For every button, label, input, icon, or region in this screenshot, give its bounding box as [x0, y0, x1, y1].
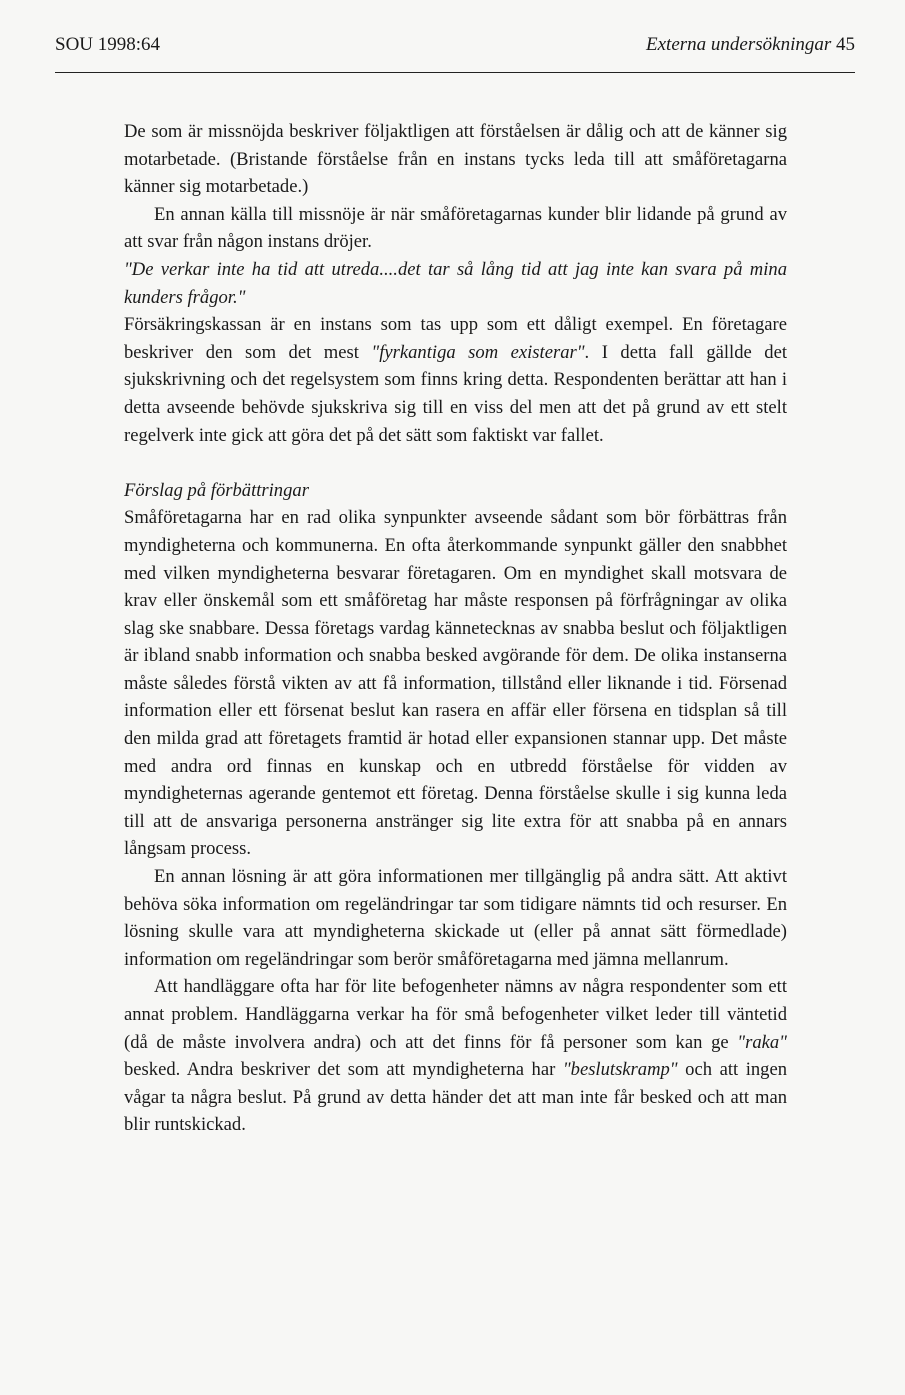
- header-rule: [55, 72, 855, 73]
- paragraph-6-emphasis-2: "beslutskramp": [562, 1059, 678, 1081]
- paragraph-3-emphasis: "fyrkantiga som existerar": [371, 341, 585, 363]
- paragraph-1: De som är missnöjda beskriver följaktligen att förståelsen är dålig och att de känner sig motarbetade. (Bristande förståelse från en instans tycks leda till att småföretagarna känner sig motarbetade.): [124, 121, 787, 198]
- page-body: [124, 118, 787, 1139]
- paragraph-4: Småföretagarna har en rad olika synpunkter avseende sådant som bör förbättras från myndigheterna och kommunerna. En ofta återkommande synpunkt gäller den snabbhet med vilken myndigheterna besvarar företagaren. Om en myndighet skall motsvara de krav eller önskemål som ett småföretag har måste responsen på förfrågningar av olika slag ske snabbare. Dessa företags vardag kännetecknas av snabba beslut och följaktligen är ibland snabb information och snabba besked avgörande för dem. De olika instanserna måste således förstå vikten av att få information, tillstånd eller liknande i tid. Försenad information eller ett försenat beslut kan rasera en affär eller försena en tidsplan så till den milda grad att företagets framtid är hotad eller expansionen stannar upp. Det måste med andra ord finnas en kunskap och en utbredd förståelse för vidden av myndigheternas agerande gentemot ett företag. Denna förståelse skulle i sig kunna leda till att de ansvariga personerna anstränger sig lite extra för att snabba på en annars långsam process.: [124, 507, 787, 860]
- paragraph-2: En annan källa till missnöje är när småföretagarnas kunder blir lidande på grund av att svar från någon instans dröjer.: [124, 203, 787, 253]
- paragraph-6-part-a: Att handläggare ofta har för lite befogenheter nämns av några respondenter som ett annat problem. Handläggarna verkar ha för små befogenheter vilket leder till väntetid (då de måste involvera andra) och att det finns för få personer som kan ge: [124, 976, 787, 1053]
- paragraph-6-emphasis-1: "raka": [737, 1031, 787, 1053]
- quote-1: "De verkar inte ha tid att utreda....det tar så lång tid att jag inte kan svara på mina kunders frågor.": [124, 258, 787, 308]
- page-header: [55, 30, 855, 62]
- paragraph-5: En annan lösning är att göra informationen mer tillgänglig på andra sätt. Att aktivt behöva söka information om regeländringar tar som tidigare nämnts tid och resurser. En lösning skulle vara att myndigheterna skickade ut (eller på annat sätt förmedlade) information om regeländringar som berör småföretagarna med jämna mellanrum.: [124, 866, 787, 970]
- running-head: [646, 34, 855, 56]
- section-heading: Förslag på förbättringar: [124, 479, 309, 501]
- paragraph-6-part-b: besked. Andra beskriver det som att myndigheterna har: [124, 1059, 563, 1081]
- paragraph-3-part-a: Försäkringskassan är en instans som tas upp som ett dåligt exempel. En företagare beskriver den som det mest: [124, 314, 787, 363]
- page-number: 45: [836, 34, 855, 55]
- section-title: Externa undersökningar: [646, 34, 832, 55]
- paragraph-6: [124, 973, 787, 1139]
- paragraph-3: [124, 311, 787, 449]
- paragraph-3-part-b: . I detta fall gällde det sjukskrivning och det regelsystem som finns kring detta. Respondenten berättar att han i detta avseende behövde sjukskriva sig till en viss del men att det på grund av ett stelt regelverk inte gick att göra det på det sätt som faktiskt var fallet.: [124, 341, 787, 446]
- document-reference: SOU 1998:64: [55, 34, 161, 55]
- paragraph-6-part-c: och att ingen vågar ta några beslut. På grund av detta händer det att man inte får besked och att man blir runtskickad.: [124, 1059, 788, 1136]
